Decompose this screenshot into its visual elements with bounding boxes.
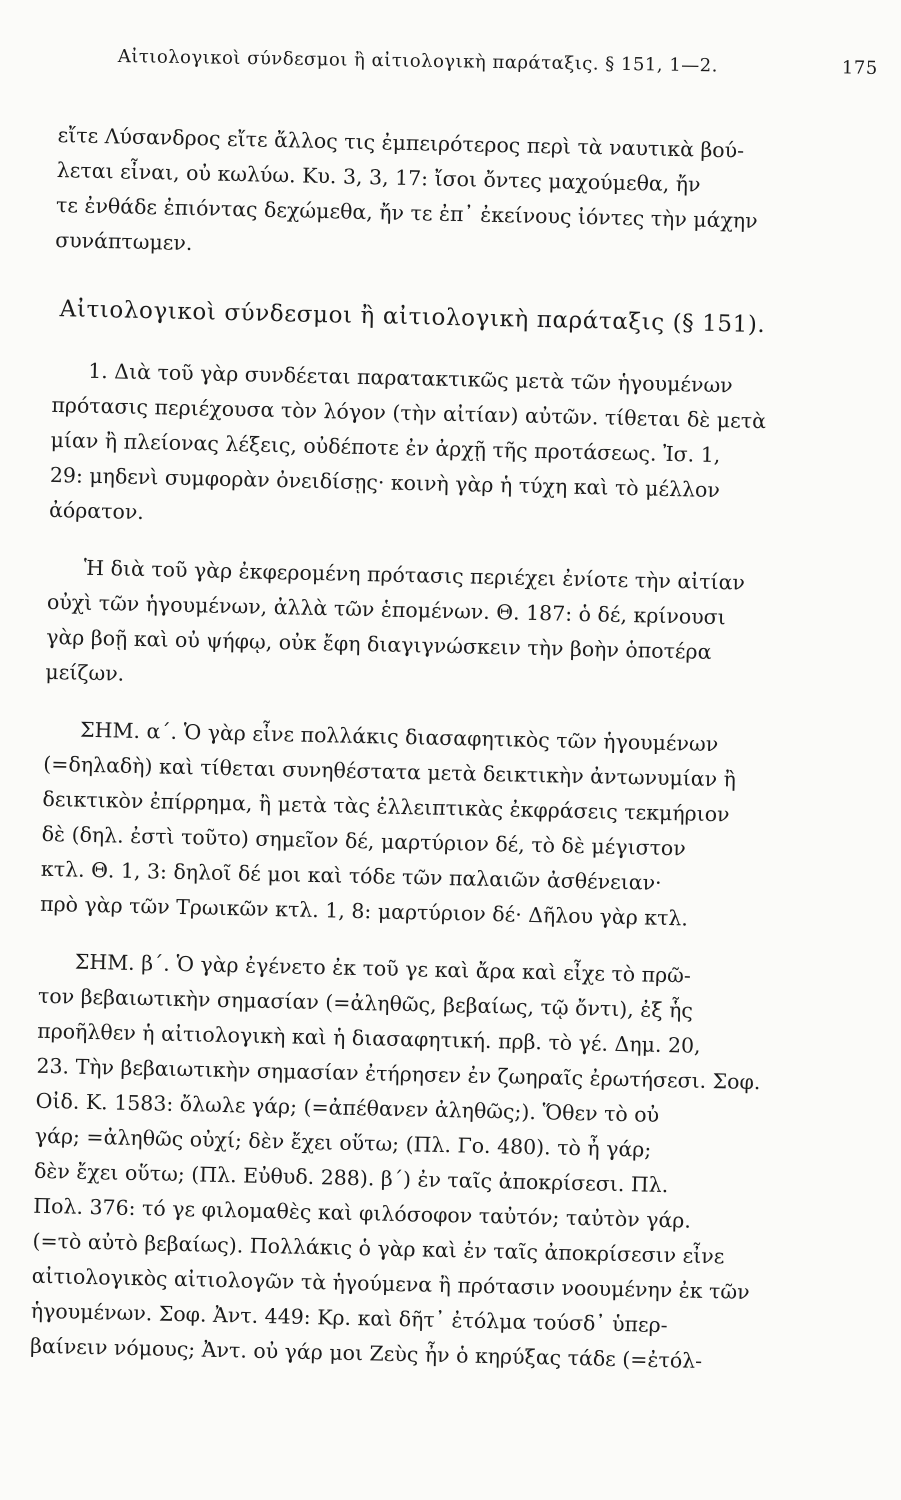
text-line: δεικτικὸν ἐπίρρημα, ἢ μετὰ τὰς ἐλλειπτικὰς ἐκφράσεις τεκμήριον [42,786,730,827]
text-line: (=δηλαδὴ) καὶ τίθεται συνηθέστατα μετὰ δεικτικὴν ἀντωνυμίαν ἢ [43,751,737,792]
text-line: συνάπτωμεν. [54,227,193,256]
text-line: οὐχὶ τῶν ἡγουμένων, ἀλλὰ τῶν ἑπομένων. Θ. 187: ὁ δέ, κρίνουσι [46,589,726,630]
text-line: γὰρ βοῇ καὶ οὐ ψήφῳ, οὐκ ἔφη διαγιγνώσκειν τὴν βοὴν ὁποτέρα [45,624,712,664]
text-line: τον βεβαιωτικὴν σημασίαν (=ἀληθῶς, βεβαίως, τῷ ὄντι), ἐξ ἧς [37,983,694,1023]
paragraph [55,118,793,275]
paragraph [45,550,783,707]
text-line: (=τὸ αὐτὸ βεβαίως). Πολλάκις ὁ γὰρ καὶ ἐν ταῖς ἀποκρίσεσιν εἶνε [32,1228,725,1269]
text-line: Οἰδ. Κ. 1583: ὄλωλε γάρ; (=ἀπέθανεν ἀληθῶς;). Ὅθεν τὸ οὐ [35,1088,660,1127]
text-line: λεται εἶναι, οὐ κωλύω. Κυ. 3, 3, 17: ἴσοι ὄντες μαχούμεθα, ἤν [56,157,701,197]
text-line: αἰτιολογικὸς αἰτιολογῶν τὰ ἡγούμενα ἢ πρότασιν νοουμένην ἐκ τῶν [31,1263,750,1304]
text-line: ἀόρατον. [48,497,145,525]
paragraph [49,353,788,545]
text-line: πρὸ γὰρ τῶν Τρωικῶν κτλ. 1, 8: μαρτύριον δέ· Δῆλου γὰρ κτλ. [39,891,689,931]
running-header [118,46,878,79]
text-line: βαίνειν νόμους; Ἀντ. οὐ γάρ μοι Ζεὺς ἦν ὁ κηρύξας τάδε (=ἐτόλ- [29,1333,703,1373]
text-line: μείζων. [45,659,125,686]
text-line: προῆλθεν ἡ αἰτιολογικὴ καὶ ἡ διασαφητική. πρβ. τὸ γέ. Δημ. 20, [37,1018,701,1058]
page-number: 175 [841,57,878,79]
text-line: τε ἐνθάδε ἐπιόντας δεχώμεθα, ἤν τε ἐπ᾽ ἐκείνους ἰόντες τὴν μάχην [55,192,758,233]
text-line: δὲ (δηλ. ἐστὶ τοῦτο) σημεῖον δέ, μαρτύριον δέ, τὸ δὲ μέγιστον [41,821,687,861]
text-line: 23. Τὴν βεβαιωτικὴν σημασίαν ἐτήρησεν ἐν ζωηραῖς ἐρωτήσεσι. Σοφ. [36,1053,761,1095]
text-line: μίαν ἢ πλείονας λέξεις, οὐδέποτε ἐν ἀρχῇ τῆς προτάσεως. Ἰσ. 1, [50,427,721,468]
text-line: ΣΗΜ. α΄. Ὁ γὰρ εἶνε πολλάκις διασαφητικὸς τῶν ἡγουμένων [79,717,719,757]
page-body [30,118,793,1380]
text-line: πρότασις περιέχουσα τὸν λόγον (τὴν αἰτίαν) αὐτῶν. τίθεται δὲ μετὰ [51,392,767,434]
text-line: δὲν ἔχει οὕτω; (Πλ. Εὐθυδ. 288). β΄) ἐν ταῖς ἀποκρίσεσι. Πλ. [33,1158,669,1198]
running-title: Αἰτιολογικοὶ σύνδεσμοι ἢ αἰτιολογικὴ παράταξις. § 151, 1—2. [117,46,719,77]
paragraph [30,944,774,1381]
text-line: 29: μηδενὶ συμφορὰν ὀνειδίσῃς· κοινὴ γὰρ ἡ τύχη καὶ τὸ μέλλον [49,462,721,503]
text-line: 1. Διὰ τοῦ γὰρ συνδέεται παρατακτικῶς μετὰ τῶν ἡγουμένων [88,358,733,398]
text-line: ΣΗΜ. β΄. Ὁ γὰρ ἐγένετο ἐκ τοῦ γε καὶ ἄρα καὶ εἶχε τὸ πρῶ- [74,949,692,988]
paragraph [40,712,780,939]
section-heading: Αἰτιολογικοὶ σύνδεσμοι ἢ αἰτιολογικὴ παράταξις (§ 151). [59,296,766,339]
text-line: γάρ; =ἀληθῶς οὐχί; δὲν ἔχει οὕτω; (Πλ. Γο. 480). τὸ ἦ γάρ; [34,1123,652,1162]
text-line: εἴτε Λύσανδρος εἴτε ἄλλος τις ἐμπειρότερος περὶ τὰ ναυτικὰ βού- [57,122,745,163]
text-line: ἡγουμένων. Σοφ. Ἀντ. 449: Κρ. καὶ δῆτ᾽ ἐτόλμα τούσδ᾽ ὑπερ- [30,1298,668,1338]
text-line: Ἡ διὰ τοῦ γὰρ ἐκφερομένη πρότασις περιέχει ἐνίοτε τὴν αἰτίαν [83,555,746,595]
text-line: κτλ. Θ. 1, 3: δηλοῖ δέ μοι καὶ τόδε τῶν παλαιῶν ἀσθένειαν· [40,856,662,895]
text-line: Πολ. 376: τό γε φιλομαθὲς καὶ φιλόσοφον ταὐτόν; ταὐτὸν γάρ. [33,1193,692,1233]
